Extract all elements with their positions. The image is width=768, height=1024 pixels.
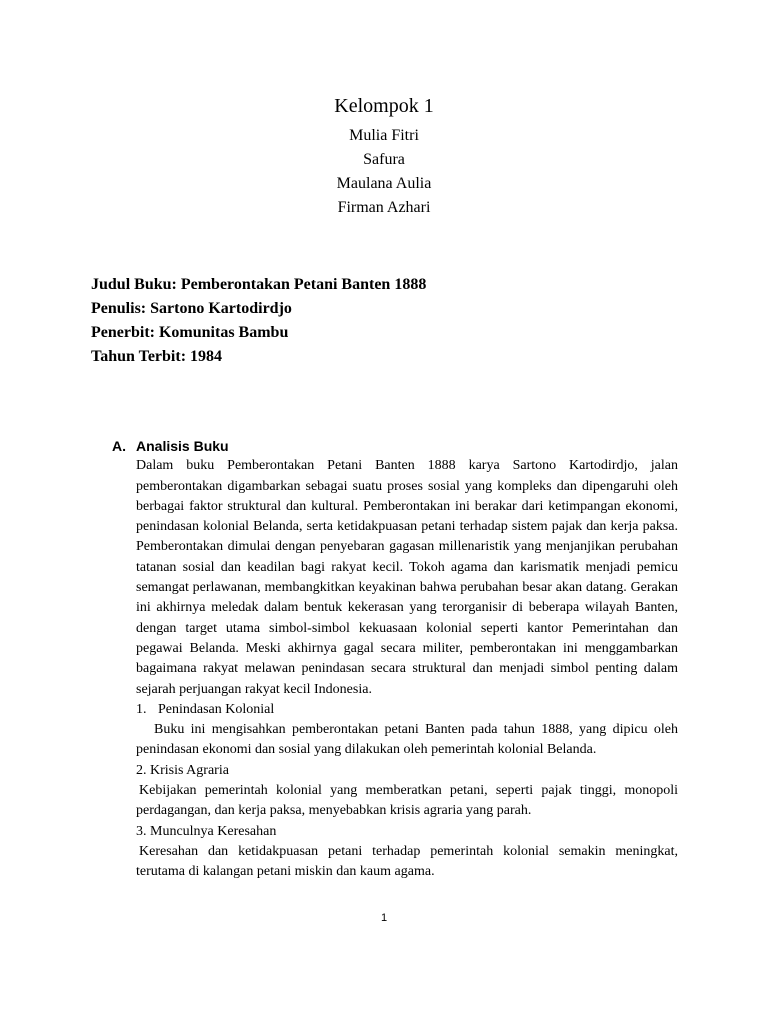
book-publisher-line: Penerbit: Komunitas Bambu: [91, 324, 289, 341]
section-heading-text: Analisis Buku: [136, 438, 229, 454]
subsection-number: 3.: [136, 823, 147, 839]
subsection-number: 1.: [136, 701, 147, 717]
subsection-text: Buku ini mengisahkan pemberontakan petani Banten pada tahun 1888, yang dipicu oleh penindasan ekonomi dan sosial yang dilakukan oleh pemerintah kolonial Belanda.: [136, 722, 678, 758]
member-name: Maulana Aulia: [336, 175, 432, 192]
subsection-title: Munculnya Keresahan: [150, 823, 277, 839]
subsection-title: Krisis Agraria: [150, 762, 229, 778]
book-title-line: Judul Buku: Pemberontakan Petani Banten 1888: [91, 276, 427, 293]
subsection-heading: [136, 822, 678, 842]
subsection-title: Penindasan Kolonial: [158, 701, 275, 717]
section-analisis-buku: [112, 436, 678, 883]
section-body: [136, 456, 678, 882]
subsection-text: Keresahan dan ketidakpuasan petani terhadap pemerintah kolonial semakin meningkat, terutama di kalangan petani miskin dan kaum agama.: [136, 843, 678, 880]
book-info: [91, 273, 426, 369]
member-name: Mulia Fitri: [349, 127, 419, 144]
section-letter: A.: [112, 438, 126, 454]
section-heading: [112, 436, 678, 456]
subsection-heading: [136, 761, 678, 781]
group-title: Kelompok 1: [334, 95, 434, 117]
analysis-paragraph: Dalam buku Pemberontakan Petani Banten 1888 karya Sartono Kartodirdjo, jalan pemberontakan digambarkan sebagai suatu proses sosial yang kompleks dan dipengaruhi oleh berbagai faktor struktural dan kultural. Pemberontakan ini berakar dari ketimpangan ekonomi, penindasan kolonial Belanda, serta ketidakpuasan petani terhadap sistem pajak dan kerja paksa. Pemberontakan dimulai dengan penyebaran gagasan millenaristik yang menjanjikan perubahan tatanan sosial dan keadilan bagi rakyat kecil. Tokoh agama dan karismatik menjadi pemicu semangat perlawanan, membangkitkan keyakinan bahwa perubahan besar akan datang. Gerakan ini akhirnya meledak dalam bentuk kekerasan yang terorganisir di beberapa wilayah Banten, dengan target utama simbol-simbol kekuasaan kolonial seperti kantor Pemerintahan dan pegawai Belanda. Meski akhirnya gagal secara militer, pemberontakan ini menggambarkan bagaimana rakyat melawan penindasan secara struktural dan menjadi simbol penting dalam sejarah perjuangan rakyat kecil Indonesia.: [136, 458, 678, 697]
member-name: Firman Azhari: [337, 199, 431, 216]
subsection-number: 2.: [136, 762, 147, 778]
book-year-line: Tahun Terbit: 1984: [91, 348, 223, 365]
member-list: [0, 124, 768, 220]
book-author-line: Penulis: Sartono Kartodirdjo: [91, 300, 292, 317]
page-number: 1: [380, 912, 388, 924]
member-name: Safura: [363, 151, 405, 168]
subsection-text: Kebijakan pemerintah kolonial yang memberatkan petani, seperti pajak tinggi, monopoli perdagangan, dan kerja paksa, menyebabkan krisis agraria yang parah.: [136, 783, 678, 819]
subsection-heading: [136, 700, 678, 720]
